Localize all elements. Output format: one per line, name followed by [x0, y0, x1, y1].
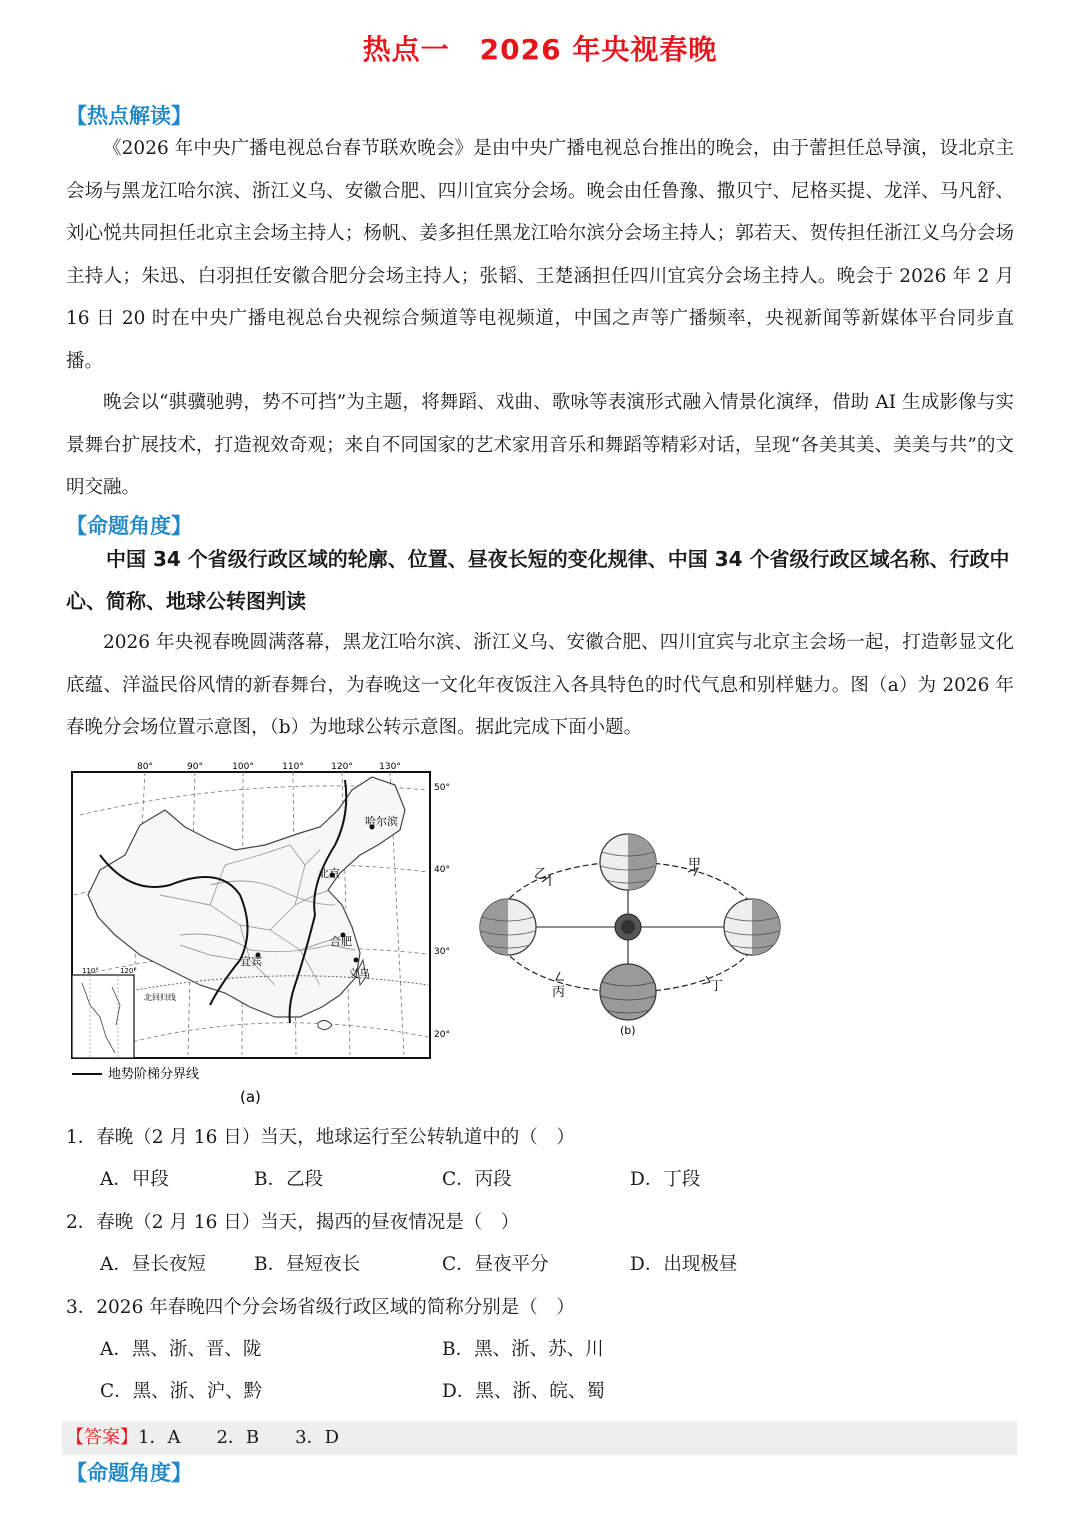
- tropic-label: 北回归线: [144, 993, 176, 1002]
- intro-paragraph-1: 《2026 年中央广播电视总台春节联欢晚会》是由中央广播电视总台推出的晚会，由于蕾担任总导演，设北京主会场与黑龙江哈尔滨、浙江义乌、安徽合肥、四川宜宾分会场。晚会由任鲁豫、撒贝宁、尼格买提、龙洋、马凡舒、刘心悦共同担任北京主会场主持人；杨帆、姜多担任黑龙江哈尔滨分会场主持人；郭若天、贺传担任浙江义乌分会场主持人；朱迅、白羽担任安徽合肥分会场主持人；张韬、王楚涵担任四川宜宾分会场主持人。晚会于 2026 年 2 月 16 日 20 时在中央广播电视总台央视综合频道等电视频道，中国之声等广播频率，央视新闻等新媒体平台同步直播。: [66, 138, 1014, 372]
- lat-label: 20°: [434, 1030, 450, 1040]
- orbit-label-ding: 丁: [710, 979, 724, 994]
- question-1-option-c[interactable]: C．丙段: [442, 1169, 512, 1190]
- earth-left: [480, 899, 536, 955]
- page-title: [0, 28, 1080, 68]
- china-map-figure: [60, 755, 460, 1110]
- question-2-stem: 2．春晚（2 月 16 日）当天，揭西的昼夜情况是（ ）: [66, 1212, 520, 1233]
- orbit-label-jia: 甲: [688, 857, 702, 872]
- earth-top: [600, 834, 656, 890]
- question-2-option-a[interactable]: A．昼长夜短: [100, 1254, 206, 1275]
- section-heading-angle: 【命题角度】: [66, 514, 192, 538]
- question-2-option-d[interactable]: D．出现极昼: [630, 1254, 738, 1275]
- question-3-option-b[interactable]: B．黑、浙、苏、川: [442, 1339, 604, 1360]
- question-2-option-b[interactable]: B．昼短夜长: [254, 1254, 361, 1275]
- lon-label: 100°: [232, 762, 254, 772]
- question-1-option-d[interactable]: D．丁段: [630, 1169, 701, 1190]
- orbit-label-yi: 乙: [534, 867, 548, 882]
- answer-line: [66, 1423, 339, 1453]
- earth-bottom: [600, 964, 656, 1020]
- lon-label: 120°: [331, 762, 353, 772]
- lon-label: 80°: [137, 762, 153, 772]
- section-heading-hotspot: 【热点解读】: [66, 104, 192, 128]
- inset-lon-label: 110°: [82, 967, 99, 975]
- question-1-stem: 1．春晚（2 月 16 日）当天，地球运行至公转轨道中的（ ）: [66, 1127, 575, 1148]
- lat-label: 40°: [434, 865, 450, 875]
- angle-description: 中国 34 个省级行政区域的轮廓、位置、昼夜长短的变化规律、中国 34 个省级行政区域名称、行政中心、简称、地球公转图判读: [66, 547, 1010, 613]
- city-label: 义乌: [348, 967, 370, 980]
- lon-label: 110°: [282, 762, 304, 772]
- lon-label: 90°: [187, 762, 203, 772]
- city-label: 哈尔滨: [365, 815, 398, 828]
- map-caption: (a): [240, 1088, 261, 1106]
- question-3-option-a[interactable]: A．黑、浙、晋、陇: [100, 1339, 262, 1360]
- question-1-option-b[interactable]: B．乙段: [254, 1169, 324, 1190]
- earth-orbit-figure: [470, 820, 790, 1045]
- question-3-stem: 3．2026 年春晚四个分会场省级行政区域的简称分别是（ ）: [66, 1297, 575, 1318]
- city-label: 北京: [318, 867, 340, 880]
- material-paragraph: 2026 年央视春晚圆满落幕，黑龙江哈尔滨、浙江义乌、安徽合肥、四川宜宾与北京主会场一起，打造彰显文化底蕴、洋溢民俗风情的新春舞台，为春晚这一文化年夜饭注入各具特色的时代气息和别样魅力。图（a）为 2026 年春晚分会场位置示意图，（b）为地球公转示意图。据此完成下面小题。: [66, 632, 1014, 738]
- map-legend: 地势阶梯分界线: [108, 1067, 200, 1082]
- title-part1: 热点一: [362, 33, 450, 66]
- section-heading-angle-2: 【命题角度】: [66, 1461, 192, 1485]
- question-3-option-d[interactable]: D．黑、浙、皖、蜀: [442, 1381, 605, 1402]
- lon-label: 130°: [379, 762, 401, 772]
- orbit-caption: (b): [620, 1024, 636, 1037]
- city-label: 合肥: [330, 935, 352, 948]
- orbit-label-bing: 丙: [552, 985, 566, 1000]
- lat-label: 50°: [434, 783, 450, 793]
- title-part2: 2026 年央视春晚: [479, 33, 718, 66]
- question-3-option-c[interactable]: C．黑、浙、沪、黔: [100, 1381, 263, 1402]
- answer-text: 1．A 2．B 3．D: [138, 1427, 340, 1448]
- inset-lon-label: 120°: [120, 967, 137, 975]
- intro-paragraph-2: 晚会以“骐骥驰骋，势不可挡”为主题，将舞蹈、戏曲、歌咏等表演形式融入情景化演绎，借助 AI 生成影像与实景舞台扩展技术，打造视效奇观；来自不同国家的艺术家用音乐和舞蹈等精彩对话，呈现“各美其美、美美与共”的文明交融。: [66, 392, 1014, 498]
- lat-label: 30°: [434, 947, 450, 957]
- city-label: 宜宾: [240, 955, 262, 968]
- question-2-option-c[interactable]: C．昼夜平分: [442, 1254, 549, 1275]
- earth-right: [724, 899, 780, 955]
- answer-tag: 【答案】: [66, 1427, 138, 1448]
- question-1-option-a[interactable]: A．甲段: [100, 1169, 169, 1190]
